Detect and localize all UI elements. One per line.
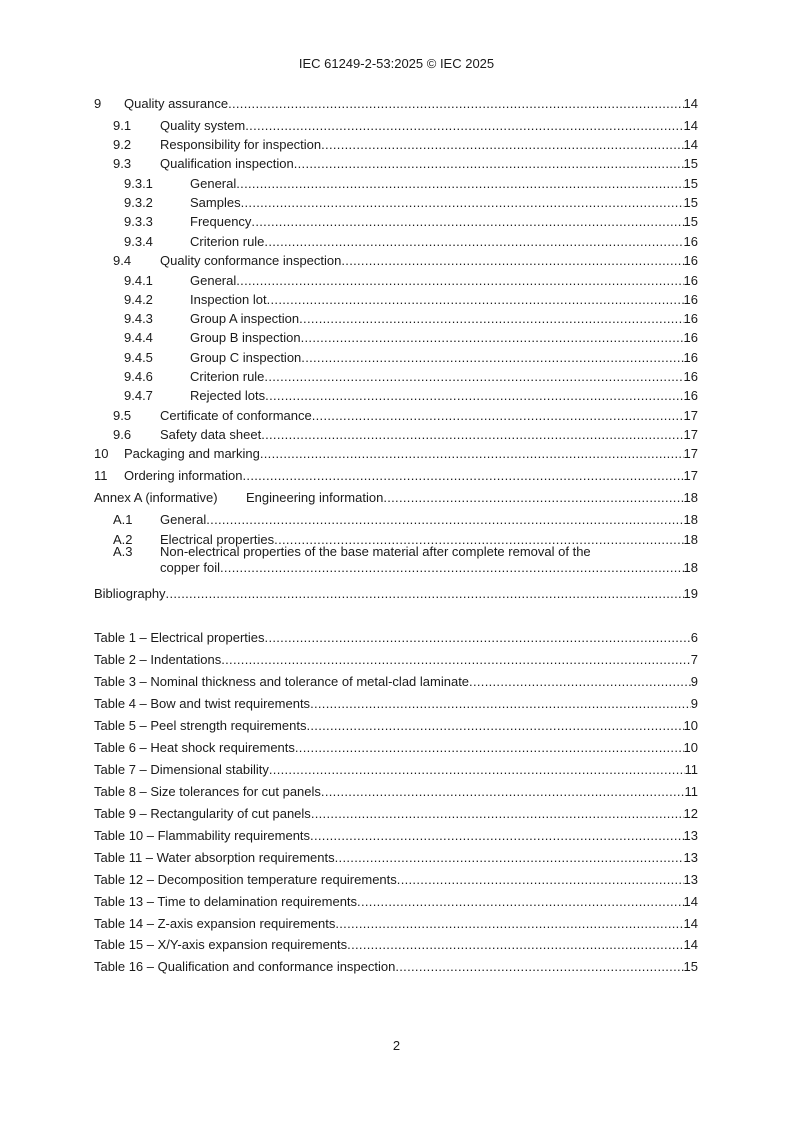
dot-leader [264,234,683,250]
toc-entry-title-wrap [94,850,684,866]
toc-entry[interactable] [94,490,698,506]
list-of-tables-entry[interactable] [94,718,698,734]
toc-entry-number: 9.4.7 [124,388,153,403]
toc-entry-title-wrap [94,740,684,756]
toc-entry-number: 9.4.5 [124,350,153,365]
dot-leader [310,828,683,844]
toc-entry-title: Quality assurance [124,96,229,111]
toc-entry-number: Annex A (informative) [94,490,218,505]
toc-entry-title: copper foil [160,560,220,575]
list-of-tables-entry[interactable] [94,696,698,712]
toc-entry-number: 9.4.1 [124,273,153,288]
toc-entry-page: 10 [683,740,698,755]
toc-entry-number: 9.3.1 [124,176,153,191]
toc-entry-title: Non-electrical properties of the base material after complete removal of the [160,544,591,559]
dot-leader [243,468,684,484]
list-of-tables-entry[interactable] [94,652,698,668]
toc-entry-number: 9.4.6 [124,369,153,384]
toc-entry-title: Table 10 – Flammability requirements [94,828,311,843]
dot-leader [469,674,691,690]
toc-entry-title: Safety data sheet [160,427,262,442]
toc-entry-title: Quality system [160,118,246,133]
toc-entry-title-wrap [94,762,685,778]
dot-leader [265,630,691,646]
dot-leader [241,195,684,211]
dot-leader [397,872,684,888]
dot-leader [311,806,684,822]
toc-entry-number: 10 [94,446,109,461]
toc-entry-title: Samples [190,195,241,210]
toc-entry[interactable] [94,118,698,134]
toc-entry[interactable] [94,427,698,443]
dot-leader [245,118,683,134]
toc-entry[interactable] [94,388,698,404]
toc-entry-title-wrap [190,311,684,327]
toc-entry-title-wrap [190,214,684,230]
list-of-tables-entry[interactable] [94,916,698,932]
toc-entry-title: Responsibility for inspection [160,137,322,152]
list-of-tables-entry[interactable] [94,959,698,975]
toc-entry-page: 16 [683,369,698,384]
dot-leader [261,427,683,443]
toc-entry-title-wrap [160,560,684,576]
dot-leader [251,214,683,230]
toc-entry-page: 11 [684,762,698,777]
toc-entry-title: Table 13 – Time to delamination requirements [94,894,358,909]
toc-entry-title: Engineering information [246,490,384,505]
toc-entry-page: 14 [683,118,698,133]
dot-leader [321,784,685,800]
toc-entry-title-wrap [94,828,684,844]
toc-entry-title: Table 8 – Size tolerances for cut panels [94,784,321,799]
dot-leader [221,652,691,668]
page-number: 2 [392,1038,401,1053]
list-of-tables-entry[interactable] [94,784,698,800]
toc-entry-page: 16 [683,388,698,403]
toc-entry-title: Packaging and marking [124,446,260,461]
toc-entry-page: 10 [683,718,698,733]
toc-entry-title: Group B inspection [190,330,301,345]
toc-entry-number: 9.1 [113,118,132,133]
toc-entry-title: Electrical properties [160,532,275,547]
dot-leader [294,156,684,172]
toc-entry-title-wrap [94,894,684,910]
toc-entry[interactable] [94,156,698,172]
toc-entry-title-wrap [94,586,684,602]
toc-entry-title: Table 3 – Nominal thickness and tolerance of metal-clad laminate [94,674,470,689]
toc-entry-page: 14 [683,937,698,952]
toc-entry-page: 18 [683,560,698,575]
toc-entry-title: Qualification inspection [160,156,294,171]
toc-entry-number: 9.5 [113,408,132,423]
dot-leader [206,512,683,528]
toc-entry-number: 9.3 [113,156,132,171]
toc-entry-title-wrap [190,292,684,308]
toc-entry[interactable] [94,330,698,346]
toc-entry-page: 12 [683,806,698,821]
toc-entry-number: 9.3.2 [124,195,153,210]
list-of-tables-entry[interactable] [94,806,698,822]
toc-entry-title: Table 2 – Indentations [94,652,222,667]
toc-entry-page: 16 [683,253,698,268]
toc-entry[interactable] [94,137,698,153]
toc-entry[interactable] [94,512,698,528]
dot-leader [301,350,683,366]
toc-entry-title: Table 16 – Qualification and conformance inspection [94,959,396,974]
toc-entry-number: 9 [94,96,102,111]
toc-entry-title-wrap [124,96,684,112]
toc-entry-number: 11 [94,468,108,483]
dot-leader [312,408,684,424]
toc-entry-title: Table 4 – Bow and twist requirements [94,696,311,711]
toc-entry-title-wrap [94,937,684,953]
toc-entry-page: 16 [683,330,698,345]
dot-leader [335,916,683,932]
toc-entry-page: 14 [683,916,698,931]
toc-entry-title-wrap [160,427,684,443]
toc-entry-page: 15 [683,959,698,974]
list-of-tables-entry[interactable] [94,872,698,888]
document-header: IEC 61249-2-53:2025 © IEC 2025 [298,56,495,71]
toc-entry-page: 18 [683,512,698,527]
table-of-contents [94,0,698,1000]
toc-entry[interactable] [94,468,698,484]
toc-entry-title-wrap [94,959,684,975]
toc-entry[interactable] [94,214,698,230]
toc-entry[interactable] [94,446,698,462]
toc-entry-title-wrap [94,718,684,734]
toc-entry-title: Table 7 – Dimensional stability [94,762,269,777]
dot-leader [395,959,683,975]
dot-leader [306,718,683,734]
toc-entry-title: General [160,512,207,527]
toc-entry-title: Group C inspection [190,350,302,365]
toc-entry-title-wrap [160,137,684,153]
toc-entry-title-wrap [160,408,684,424]
toc-entry[interactable] [94,253,698,269]
toc-entry-title-wrap [94,652,691,668]
toc-entry-page: 6 [690,630,698,645]
toc-entry-number: 9.3.3 [124,214,153,229]
toc-entry-page: 18 [683,532,698,547]
toc-entry-title: Table 9 – Rectangularity of cut panels [94,806,311,821]
toc-entry-number: 9.6 [113,427,132,442]
toc-entry-title-wrap [190,273,684,289]
toc-entry-title-wrap [190,195,684,211]
toc-entry-title: Table 1 – Electrical properties [94,630,265,645]
list-of-tables-entry[interactable] [94,740,698,756]
toc-entry-title: Certificate of conformance [160,408,312,423]
toc-entry-title: General [190,273,237,288]
list-of-tables-entry[interactable] [94,850,698,866]
toc-entry-title-wrap [94,696,691,712]
dot-leader [301,330,684,346]
toc-entry-page: 16 [683,292,698,307]
toc-entry-title-wrap [190,176,684,192]
toc-entry-page: 9 [690,674,698,689]
dot-leader [335,850,684,866]
toc-entry-page: 15 [683,156,698,171]
toc-entry-title-wrap [190,350,684,366]
toc-entry-page: 7 [690,652,698,667]
toc-entry[interactable] [94,195,698,211]
toc-entry[interactable] [94,176,698,192]
toc-entry-page: 19 [683,586,698,601]
toc-entry[interactable] [94,544,698,560]
toc-entry-title: Ordering information [124,468,243,483]
toc-entry-title-wrap [190,369,684,385]
toc-entry-title: Table 11 – Water absorption requirements [94,850,335,865]
toc-entry-page: 15 [683,214,698,229]
list-of-tables-entry[interactable] [94,630,698,646]
toc-entry-number: 9.4.3 [124,311,153,326]
dot-leader [299,311,683,327]
toc-entry[interactable] [94,96,698,112]
dot-leader [264,369,683,385]
toc-entry-title: Criterion rule [190,369,265,384]
toc-entry-title: Inspection lot [190,292,267,307]
dot-leader [265,388,683,404]
dot-leader [321,137,683,153]
toc-entry-title: Frequency [190,214,252,229]
toc-entry[interactable] [94,369,698,385]
toc-entry-page: 15 [683,195,698,210]
toc-entry-title-wrap [94,630,691,646]
toc-entry-title: Quality conformance inspection [160,253,342,268]
toc-entry-page: 11 [684,784,698,799]
toc-entry-number: 9.4.2 [124,292,153,307]
dot-leader [295,740,684,756]
toc-entry-page: 9 [690,696,698,711]
dot-leader [383,490,683,506]
toc-entry-number: A.2 [113,532,133,547]
toc-entry-page: 16 [683,234,698,249]
toc-entry-title-wrap [94,916,684,932]
toc-entry-title: Table 15 – X/Y-axis expansion requirements [94,937,348,952]
dot-leader [236,176,683,192]
toc-entry-title: Table 5 – Peel strength requirements [94,718,307,733]
toc-entry-title-wrap [160,253,684,269]
toc-entry[interactable] [94,350,698,366]
toc-entry-title: Rejected lots [190,388,266,403]
toc-entry[interactable] [94,560,698,576]
dot-leader [357,894,683,910]
toc-entry[interactable] [94,311,698,327]
toc-entry-title: Table 14 – Z-axis expansion requirements [94,916,336,931]
toc-entry-page: 14 [683,894,698,909]
dot-leader [341,253,683,269]
toc-entry-page: 16 [683,273,698,288]
toc-entry-title-wrap [94,872,684,888]
toc-entry[interactable] [94,273,698,289]
toc-entry-page: 18 [683,490,698,505]
toc-entry-page: 17 [683,408,698,423]
toc-entry-title-wrap [160,512,684,528]
toc-entry-title-wrap [94,784,685,800]
toc-entry-page: 15 [683,176,698,191]
toc-entry-title: Table 12 – Decomposition temperature requirements [94,872,397,887]
dot-leader [228,96,683,112]
dot-leader [166,586,684,602]
dot-leader [220,560,684,576]
toc-entry-number: A.3 [113,544,133,559]
toc-entry-number: 9.4 [113,253,132,268]
toc-entry-title: Table 6 – Heat shock requirements [94,740,295,755]
toc-entry-title-wrap [246,490,684,506]
toc-entry-page: 17 [683,468,698,483]
toc-entry-page: 14 [683,137,698,152]
toc-entry-page: 16 [683,350,698,365]
toc-entry-number: 9.4.4 [124,330,153,345]
toc-entry-page: 13 [683,872,698,887]
toc-entry-title-wrap [190,234,684,250]
list-of-tables-entry[interactable] [94,937,698,953]
toc-entry-title: Group A inspection [190,311,300,326]
list-of-tables-entry[interactable] [94,894,698,910]
dot-leader [267,292,684,308]
list-of-tables-entry[interactable] [94,674,698,690]
toc-entry-page: 13 [683,850,698,865]
toc-entry-number: 9.3.4 [124,234,153,249]
toc-entry[interactable] [94,408,698,424]
toc-entry-title-wrap [124,446,684,462]
toc-entry-number: A.1 [113,512,133,527]
dot-leader [269,762,685,778]
toc-entry-page: 17 [683,427,698,442]
toc-entry[interactable] [94,586,698,602]
toc-entry-number: 9.2 [113,137,132,152]
toc-entry-page: 14 [683,96,698,111]
toc-entry-page: 17 [683,446,698,461]
toc-entry-title-wrap [94,674,691,690]
toc-entry[interactable] [94,234,698,250]
toc-entry-title: Bibliography [94,586,166,601]
toc-entry-title-wrap [190,388,684,404]
dot-leader [236,273,683,289]
toc-entry-page: 16 [683,311,698,326]
toc-entry-title-wrap [160,156,684,172]
toc-entry[interactable] [94,292,698,308]
dot-leader [347,937,683,953]
list-of-tables-entry[interactable] [94,762,698,778]
toc-entry-number [113,560,160,576]
dot-leader [310,696,691,712]
toc-entry-title-wrap [160,118,684,134]
list-of-tables-entry[interactable] [94,828,698,844]
toc-entry-title: Criterion rule [190,234,265,249]
toc-entry-title: General [190,176,237,191]
toc-entry-title-wrap [124,468,684,484]
toc-entry-title-wrap [94,806,684,822]
toc-entry-title-wrap [190,330,684,346]
dot-leader [260,446,684,462]
toc-entry-page: 13 [683,828,698,843]
